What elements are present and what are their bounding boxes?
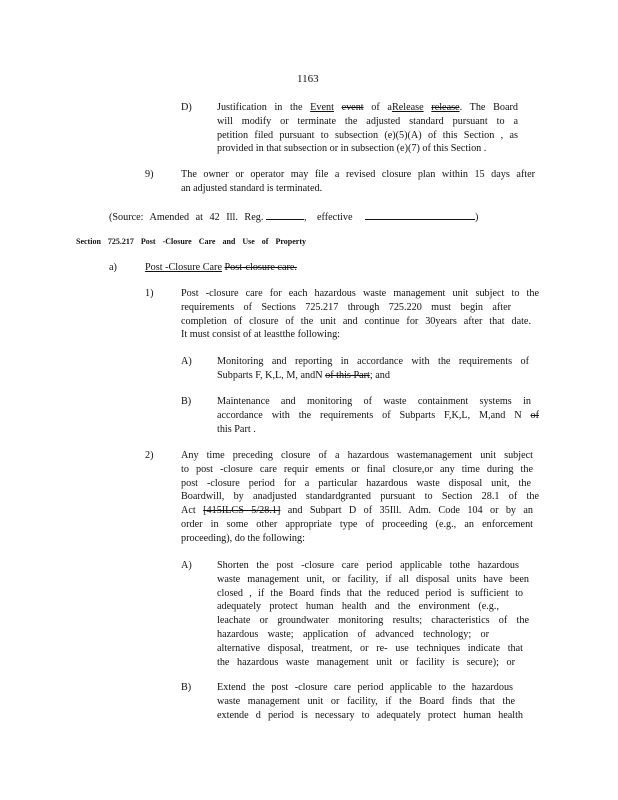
deleted-of-this-part: of this Part <box>325 369 370 381</box>
item-2a-l1: Shorten the post -closure care period applicable tothe hazardous <box>217 560 519 571</box>
sub-a-new-text: Post -Closure Care <box>145 262 222 273</box>
source-note-text: (Source: Amended at 42 Ill. Reg. <box>109 212 264 223</box>
item-2b-l1: Extend the post -closure care period applicable to the hazardous <box>217 682 513 693</box>
item-1-l3: completion of closure of the unit and continue for 30years after that date. <box>181 315 531 327</box>
item-2-label: 2) <box>145 450 154 461</box>
item-1-l1: Post -closure care for each hazardous waste management unit subject to the <box>181 288 539 299</box>
deleted-event: event <box>341 102 364 113</box>
page-number: 1163 <box>297 73 319 85</box>
item-2-l1: Any time preceding closure of a hazardous wastemanagement unit subject <box>181 450 533 461</box>
item-d-label: D) <box>181 102 192 113</box>
effective-date-blank <box>365 209 475 220</box>
item-2-l3: post -closure period for a particular hazardous waste disposal unit, the <box>181 477 531 489</box>
item-2-l2: to post -closure care requir ements or final closure,or any time during the <box>181 463 533 475</box>
section-heading: Section 725.217 Post -Closure Care and Use of Property <box>76 237 306 246</box>
item-2-l4: Boardwill, by anadjusted standardgranted pursuant to Section 28.1 of the <box>181 491 539 503</box>
item-2-l7: proceeding), do the following: <box>181 532 305 544</box>
item-2a-text <box>217 559 529 669</box>
item-1b-l2 <box>217 409 539 423</box>
item-d-text <box>217 101 518 156</box>
item-2a-l4: adequately protect human health and the environment (e.g., <box>217 601 499 613</box>
item-2a-label: A) <box>181 560 192 571</box>
item-d-l1g: . The Board <box>459 102 518 113</box>
item-1b-l3: this Part . <box>217 423 256 435</box>
item-d-l2: will modify or terminate the adjusted standard pursuant to a <box>217 115 518 127</box>
reg-blank <box>266 209 304 220</box>
item-2-l5a: Act <box>181 505 196 517</box>
item-d-l3: petition filed pursuant to subsection (e)(5)(A) of this Section , as <box>217 129 518 141</box>
sub-a-heading <box>145 261 445 275</box>
deleted-release: release <box>431 102 460 113</box>
item-2b-text <box>217 681 529 722</box>
source-note <box>109 209 499 225</box>
item-1a-text <box>217 355 529 383</box>
item-2-l6: order in some other appropriate type of proceeding (e.g., an enforcement <box>181 518 533 530</box>
item-2-l5 <box>181 504 539 518</box>
item-9-text <box>181 168 535 196</box>
item-1b-text <box>217 395 539 436</box>
item-d-l1a: Justification in the <box>217 102 303 113</box>
item-1a-l1: Monitoring and reporting in accordance with the requirements of <box>217 356 529 367</box>
item-9-l2: an adjusted standard is terminated. <box>181 182 323 194</box>
item-2b-l2: waste management unit or facility, if the Board finds that the <box>217 695 515 707</box>
item-1a-l2c: ; and <box>369 369 390 381</box>
item-1b-l1: Maintenance and monitoring of waste containment systems in <box>217 396 531 407</box>
inserted-event: Event <box>310 102 334 113</box>
item-2a-l8: the hazardous waste management unit or facility is secure); or <box>217 656 515 668</box>
item-2a-l2: waste management unit, or facility, if all disposal units have been <box>217 573 529 585</box>
source-note-effective: , effective <box>303 212 353 223</box>
item-2-l5c: and Subpart D of 35Ill. Adm. Code 104 or by an <box>287 505 534 517</box>
inserted-release: Release <box>391 102 424 113</box>
item-d-l1d: of a <box>371 102 392 113</box>
item-9-l1: The owner or operator may file a revised closure plan within 15 days after <box>181 169 535 180</box>
item-1a-label: A) <box>181 356 192 367</box>
item-2a-l3: closed , if the Board finds that the reduced period is sufficient to <box>217 587 523 599</box>
item-d-l4: provided in that subsection or in subsection (e)(7) of this Section . <box>217 143 487 155</box>
item-1a-l2a: Subparts F, K,L, M, andN <box>217 369 323 381</box>
item-2a-l7: alternative disposal, treatment, or re- use techniques indicate that <box>217 642 523 654</box>
item-1-text <box>181 287 539 342</box>
source-note-close: ) <box>475 212 479 223</box>
item-2a-l5: leachate or groundwater monitoring results; characteristics of the <box>217 615 529 627</box>
item-2b-label: B) <box>181 682 192 693</box>
deleted-of: of <box>530 409 539 421</box>
sub-a-label: a) <box>109 262 117 273</box>
item-1-label: 1) <box>145 288 154 299</box>
item-1b-label: B) <box>181 396 192 407</box>
item-1-l4: It must consist of at leastthe following: <box>181 329 341 341</box>
item-2a-l6: hazardous waste; application of advanced technology; or <box>217 628 489 640</box>
deleted-ilcs-citation: [415ILCS 5/28.1] <box>203 505 281 517</box>
item-1-l2: requirements of Sections 725.217 through 725.220 must begin after <box>181 301 511 313</box>
item-1b-l2a: accordance with the requirements of Subparts F,K,L, M,and N <box>217 409 522 421</box>
item-2b-l3: extende d period is necessary to adequately protect human health <box>217 709 523 721</box>
item-2-text <box>181 449 539 546</box>
item-1a-l2 <box>217 369 529 383</box>
sub-a-old-text: Post-closure care. <box>224 262 297 273</box>
item-9-label: 9) <box>145 169 154 180</box>
